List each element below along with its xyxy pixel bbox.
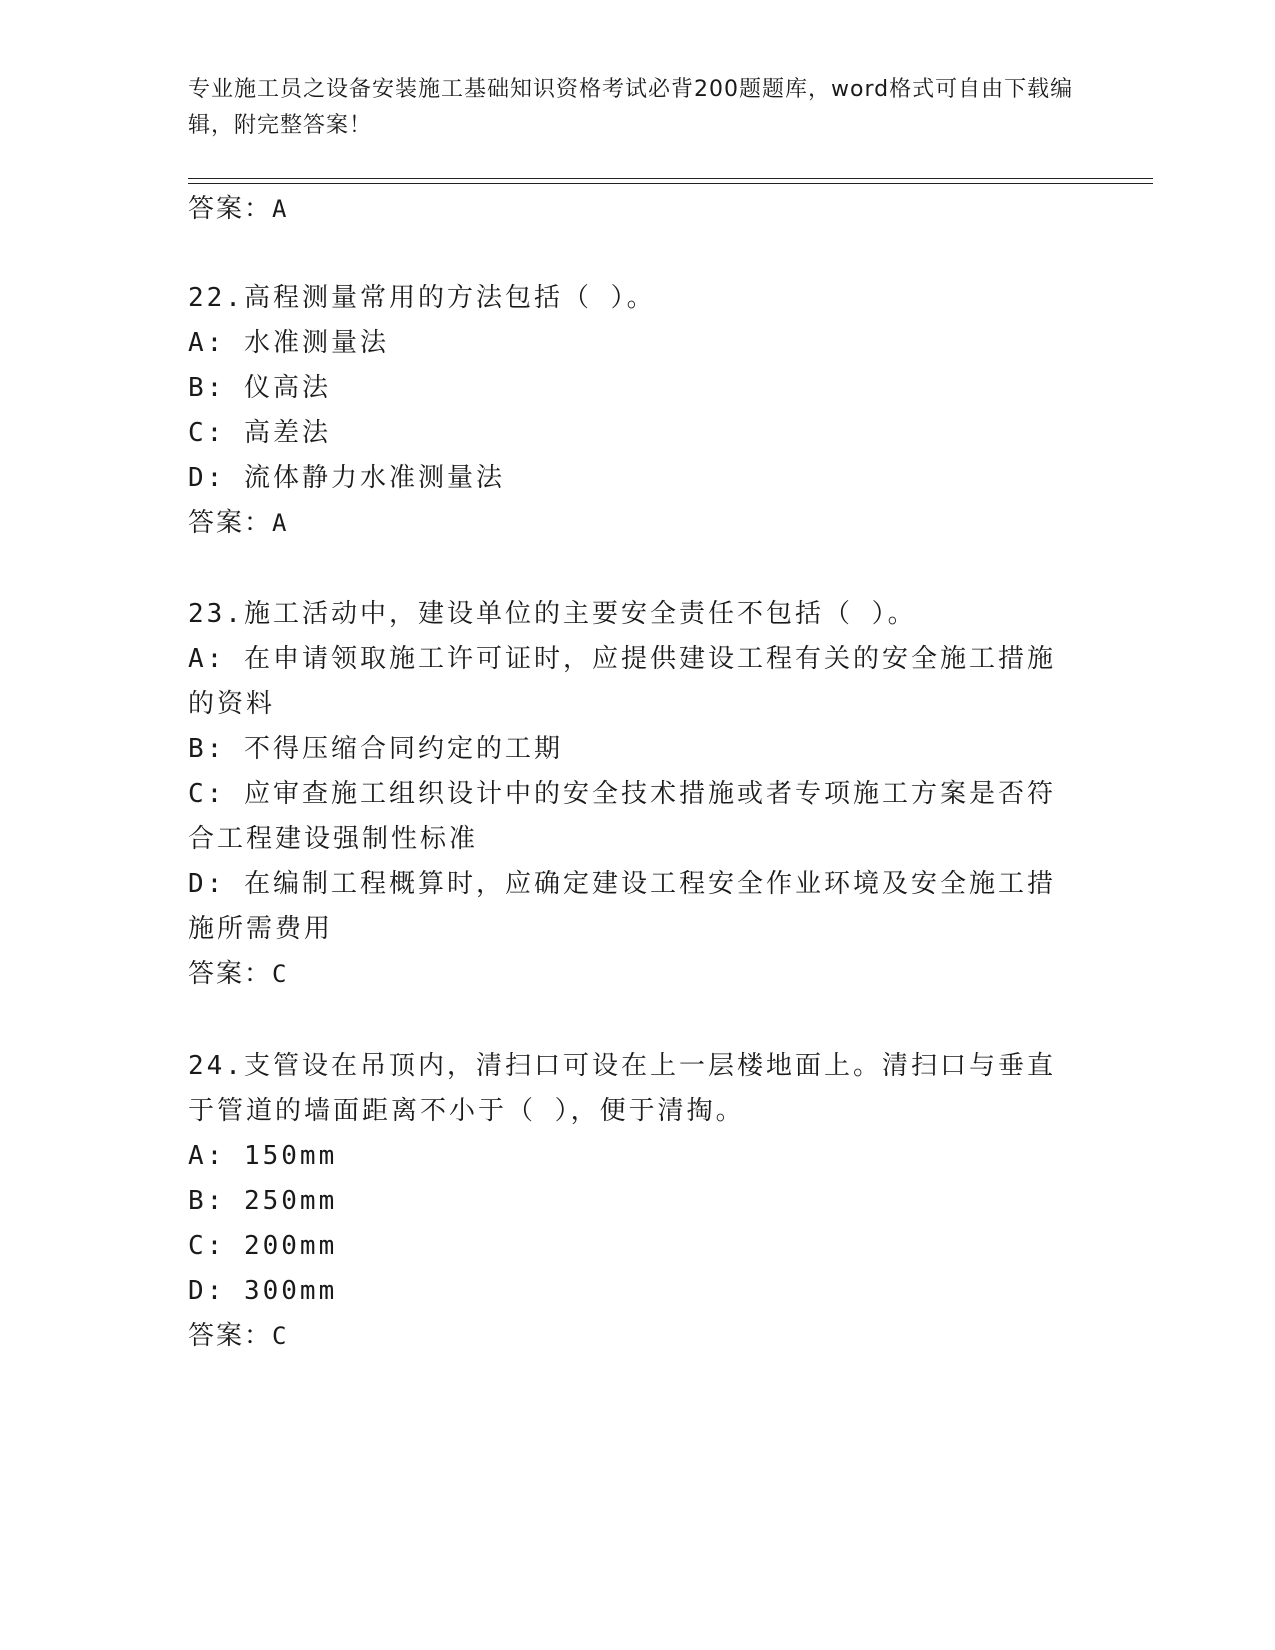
- option-d: D: 300mm: [188, 1276, 338, 1306]
- question-24: [188, 1044, 1078, 1359]
- option-a: A: 在申请领取施工许可证时，应提供建设工程有关的安全施工措施的资料: [188, 644, 1056, 719]
- answer-value: C: [272, 1322, 289, 1350]
- option-a: A: 150mm: [188, 1141, 338, 1171]
- question-22: [188, 276, 1078, 546]
- previous-answer: [188, 192, 288, 226]
- document-header: 专业施工员之设备安装施工基础知识资格考试必背200题题库，word格式可自由下载编辑，附完整答案！: [188, 77, 1074, 138]
- question-answer: [188, 501, 1078, 546]
- option-c: C: 应审查施工组织设计中的安全技术措施或者专项施工方案是否符合工程建设强制性标准: [188, 779, 1056, 854]
- option-a: A: 水准测量法: [188, 328, 389, 358]
- option-c: C: 高差法: [188, 418, 331, 448]
- question-stem: 22.高程测量常用的方法包括（ ）。: [188, 283, 656, 313]
- answer-label: 答案：: [188, 1321, 273, 1351]
- header-divider-top: [188, 178, 1153, 179]
- answer-value: A: [272, 509, 289, 537]
- answer-label: 答案：: [188, 194, 273, 224]
- question-23: [188, 592, 1078, 997]
- option-b: B: 仪高法: [188, 373, 331, 403]
- answer-label: 答案：: [188, 959, 273, 989]
- answer-value: C: [272, 960, 289, 988]
- option-d: D: 在编制工程概算时，应确定建设工程安全作业环境及安全施工措施所需费用: [188, 869, 1056, 944]
- option-b: B: 250mm: [188, 1186, 338, 1216]
- option-d: D: 流体静力水准测量法: [188, 463, 505, 493]
- question-answer: [188, 1314, 1078, 1359]
- option-c: C: 200mm: [188, 1231, 338, 1261]
- answer-label: 答案：: [188, 508, 273, 538]
- answer-value: A: [272, 195, 289, 223]
- question-stem: 24.支管设在吊顶内，清扫口可设在上一层楼地面上。清扫口与垂直于管道的墙面距离不小于（ ），便于清掏。: [188, 1051, 1056, 1126]
- question-answer: [188, 952, 1078, 997]
- question-stem: 23.施工活动中，建设单位的主要安全责任不包括（ ）。: [188, 599, 917, 629]
- header-divider-bottom: [188, 183, 1153, 184]
- option-b: B: 不得压缩合同约定的工期: [188, 734, 563, 764]
